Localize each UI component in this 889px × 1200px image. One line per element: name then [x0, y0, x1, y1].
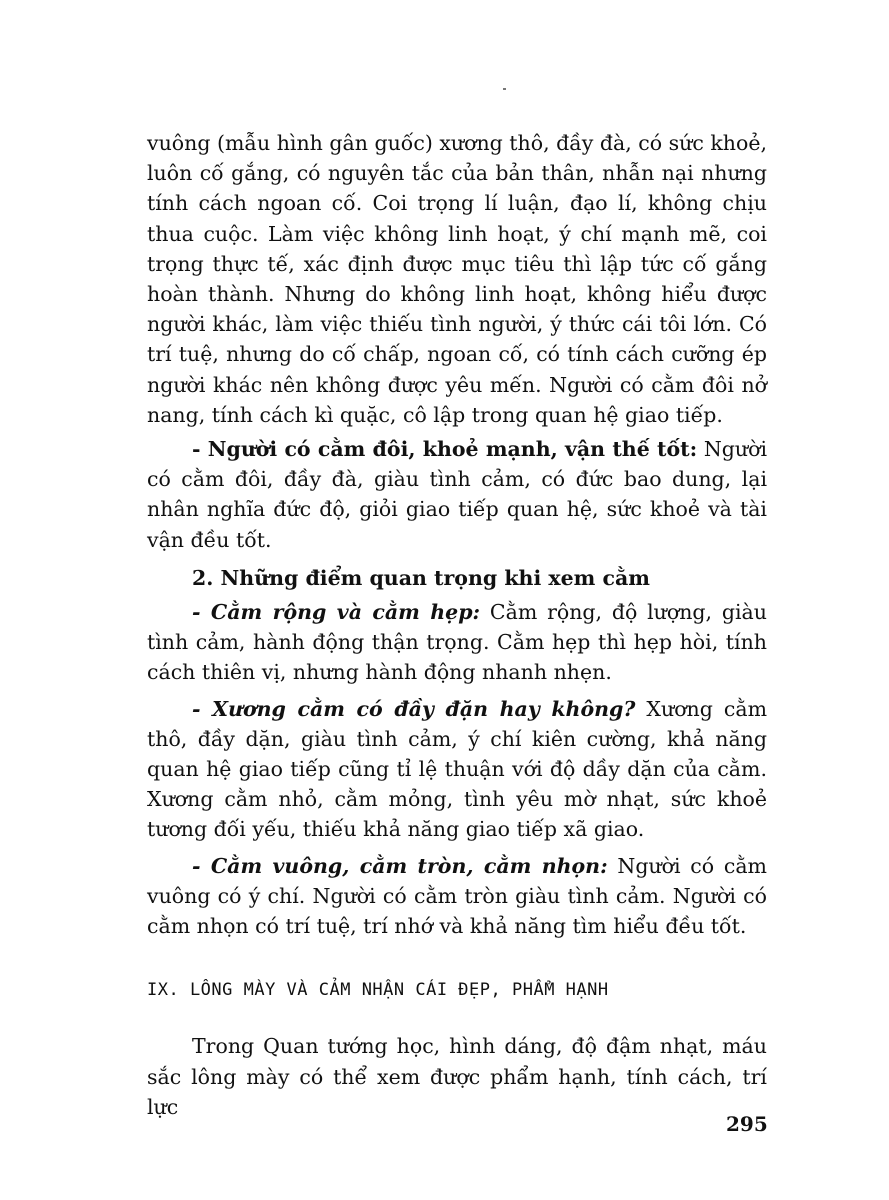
- section-heading-chin-points: 2. Những điểm quan trọng khi xem cằm: [192, 565, 650, 590]
- page-number: 295: [726, 1112, 768, 1136]
- item-body: Người có cằm vuông có ý chí. Người có cằm tròn giàu tình cảm. Người có cằm nhọn có trí tuệ, trí nhớ và khả năng tìm hiểu đều tốt.: [147, 853, 767, 939]
- section-title-eyebrows: IX. LÔNG MÀY VÀ CẢM NHẬN CÁI ĐẸP, PHẨM HẠNH: [147, 980, 609, 1001]
- item-lead: - Xương cằm có đầy đặn hay không?: [192, 696, 636, 721]
- item-wide-narrow-chin: [147, 597, 767, 688]
- scan-speck: [503, 88, 506, 90]
- paragraph-continuation: vuông (mẫu hình gân guốc) xương thô, đầy đà, có sức khoẻ, luôn cố gắng, có nguyên tắc của bản thân, nhẫn nại nhưng tính cách ngoan cố. Coi trọng lí luận, đạo lí, không chịu thua cuộc. Làm việc không linh hoạt, ý chí mạnh mẽ, coi trọng thực tế, xác định được mục tiêu thì lập tức cố gắng hoàn thành. Nhưng do không linh hoạt, không hiểu được người khác, làm việc thiếu tình người, ý thức cái tôi lớn. Có trí tuệ, nhưng do cố chấp, ngoan cố, có tính cách cưỡng ép người khác nên không được yêu mến. Người có cằm đôi nở nang, tính cách kì quặc, cô lập trong quan hệ giao tiếp.: [147, 131, 767, 427]
- item-body: Xương cằm thô, đầy dặn, giàu tình cảm, ý chí kiên cường, khả năng quan hệ giao tiếp cũng tỉ lệ thuận với độ dầy dặn của cằm. Xương cằm nhỏ, cằm mỏng, tình yêu mờ nhạt, sức khoẻ tương đối yếu, thiếu khả năng giao tiếp xã giao.: [147, 696, 768, 842]
- paragraph-lead: - Người có cằm đôi, khoẻ mạnh, vận thế tốt:: [192, 437, 698, 462]
- text-column: [147, 128, 767, 1122]
- item-body: Cằm rộng, độ lượng, giàu tình cảm, hành động thận trọng. Cằm hẹp thì hẹp hòi, tính cách thiên vị, nhưng hành động nhanh nhẹn.: [147, 600, 767, 685]
- item-chin-shapes: [147, 851, 767, 942]
- item-lead: - Cằm rộng và cằm hẹp:: [192, 600, 481, 625]
- item-chin-bone: [147, 694, 767, 845]
- paragraph-body: Người có cằm đôi, đầy đà, giàu tình cảm, có đức bao dung, lại nhân nghĩa đức độ, giỏi giao tiếp quan hệ, sức khoẻ và tài vận đều tốt.: [147, 437, 767, 552]
- item-lead: - Cằm vuông, cằm tròn, cằm nhọn:: [192, 853, 608, 878]
- paragraph-double-chin: [147, 434, 767, 555]
- paragraph-eyebrows-intro: Trong Quan tướng học, hình dáng, độ đậm nhạt, máu sắc lông mày có thể xem được phẩm hạnh, tính cách, trí lực: [147, 1034, 767, 1119]
